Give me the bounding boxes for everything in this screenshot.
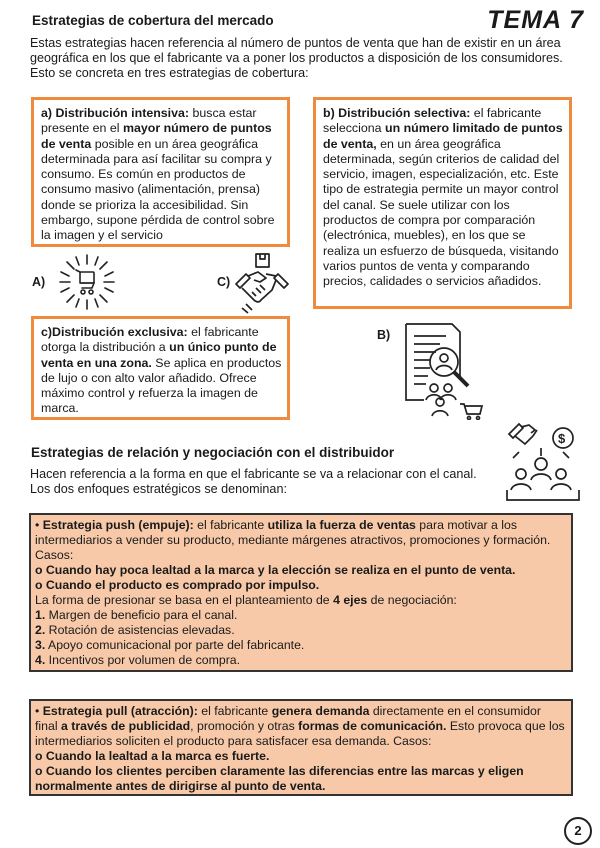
- push-axes-bold: 4 ejes: [333, 593, 368, 607]
- push-title: Estrategia push (empuje):: [42, 518, 194, 532]
- icon-label-b: B): [377, 328, 391, 342]
- push-axis-num: 2.: [35, 623, 46, 637]
- push-case-2: o Cuando el producto es comprado por impulso.: [35, 578, 320, 592]
- push-axis-text: Apoyo comunicacional por parte del fabricante.: [45, 638, 305, 652]
- exclusive-title: c)Distribución exclusiva:: [41, 325, 188, 339]
- pull-bold-3: formas de comunicación.: [298, 719, 447, 733]
- pull-text-1: el fabricante: [197, 704, 272, 718]
- push-text-1: el fabricante: [193, 518, 268, 532]
- pull-strategy-box: [29, 699, 573, 796]
- section-title: Estrategias de cobertura del mercado: [32, 13, 274, 28]
- push-bold: utiliza la fuerza de ventas: [267, 518, 416, 532]
- pull-bullet: •: [35, 704, 40, 718]
- push-axis-item: [35, 638, 566, 653]
- intensive-distribution-box: [31, 97, 290, 247]
- push-axis-item: [35, 608, 566, 623]
- pull-description: [35, 704, 566, 749]
- tema-label: TEMA 7: [487, 6, 584, 34]
- intensive-title: a) Distribución intensiva:: [41, 106, 190, 120]
- selective-text-1: el fabricante selecciona: [323, 106, 542, 136]
- pull-text-2: directamente en el consumidor final: [35, 704, 541, 733]
- icon-label-a: A): [32, 275, 46, 289]
- push-axes-text-2: de negociación:: [367, 593, 457, 607]
- push-axis-text: Incentivos por volumen de compra.: [45, 653, 241, 667]
- push-axis-num: 3.: [35, 638, 46, 652]
- push-case-1: o Cuando hay poca lealtad a la marca y la elección se realiza en el punto de venta.: [35, 563, 516, 577]
- exclusive-bold: un único punto de venta en una zona.: [41, 340, 277, 370]
- svg-text:$: $: [558, 431, 566, 446]
- intensive-text-1: busca estar presente en el: [41, 106, 257, 136]
- push-axis-text: Rotación de asistencias elevadas.: [45, 623, 235, 637]
- push-axes-intro: [35, 593, 566, 608]
- coverage-intro: Estas estrategias hacen referencia al número de puntos de venta que han de existir en un área geográfica en los que el fabricante va a poner los productos a disposición de los consumidores. Esto se concreta en tres estrategias de cobertura:: [30, 36, 563, 80]
- intensive-bold: mayor número de puntos de venta: [41, 121, 272, 151]
- push-axis-item: [35, 653, 566, 668]
- pull-case-2: o Cuando los clientes perciben claramente las diferencias entre las marcas y eligen normalmente antes de dirigirse al punto de venta.: [35, 764, 524, 793]
- radiating-cart-icon: [52, 252, 122, 312]
- intensive-text-2: posible en un área geográfica determinada para así facilitar su compra y consumo. Es común en productos de consumo masivo (alimentación, prensa) donde se prioriza la accesibilidad. Sin embargo, supone pérdida de control sobre la imagen y el servicio: [41, 136, 275, 243]
- push-text-2: para motivar a los intermediarios a vender su producto, mediante márgenes atractivos, promociones y formación. Casos:: [35, 518, 551, 562]
- push-description: [35, 518, 566, 563]
- pull-case-1: o Cuando la lealtad a la marca es fuerte.: [35, 749, 270, 763]
- relation-intro: Hacen referencia a la forma en que el fabricante se va a relacionar con el canal. Los dos enfoques estratégicos se denominan:: [30, 467, 477, 496]
- page-number: 2: [564, 817, 592, 845]
- pull-bold-1: genera demanda: [271, 704, 370, 718]
- pull-title: Estrategia pull (atracción):: [42, 704, 198, 718]
- exclusive-text-1: el fabricante otorga la distribución a: [41, 325, 259, 355]
- negotiation-network-icon: [503, 418, 583, 504]
- exclusive-distribution-box: [31, 316, 290, 420]
- push-strategy-box: [29, 513, 573, 672]
- selective-text-2: en un área geográfica determinada, según criterios de calidad del servicio, imagen, especialización, etc. Este tipo de estrategia permite un mayor control del canal. Se suele utilizar con los productos de compra por comparación (electrónica, muebles), en los que se realiza un esfuerzo de búsqueda, visitando varios puntos de venta y comparando precios, calidades o servicios añadidos.: [323, 136, 560, 289]
- push-axis-text: Margen de beneficio para el canal.: [45, 608, 238, 622]
- push-axes-text-1: La forma de presionar se basa en el planteamiento de: [35, 593, 334, 607]
- pull-text-4: Esto provoca que los intermediarios soliciten el producto para satisfacer esa demanda. Casos:: [35, 719, 565, 748]
- icon-label-c: C): [217, 275, 231, 289]
- relation-title: Estrategias de relación y negociación con el distribuidor: [31, 445, 395, 460]
- selective-distribution-box: [313, 97, 572, 309]
- selective-title: b) Distribución selectiva:: [323, 106, 471, 120]
- push-axis-item: [35, 623, 566, 638]
- selective-bold: un número limitado de puntos de venta,: [323, 121, 563, 151]
- pull-text-3: , promoción y otras: [190, 719, 299, 733]
- handshake-box-icon: [232, 252, 292, 314]
- push-axis-num: 1.: [35, 608, 46, 622]
- exclusive-text-2: Se aplica en productos de lujo o con alto valor añadido. Ofrece máximo control y refuerza la imagen de marca.: [41, 355, 282, 416]
- document-search-people-icon: [400, 320, 488, 420]
- push-axis-num: 4.: [35, 653, 46, 667]
- pull-bold-2: a través de publicidad: [60, 719, 191, 733]
- push-bullet: •: [35, 518, 40, 532]
